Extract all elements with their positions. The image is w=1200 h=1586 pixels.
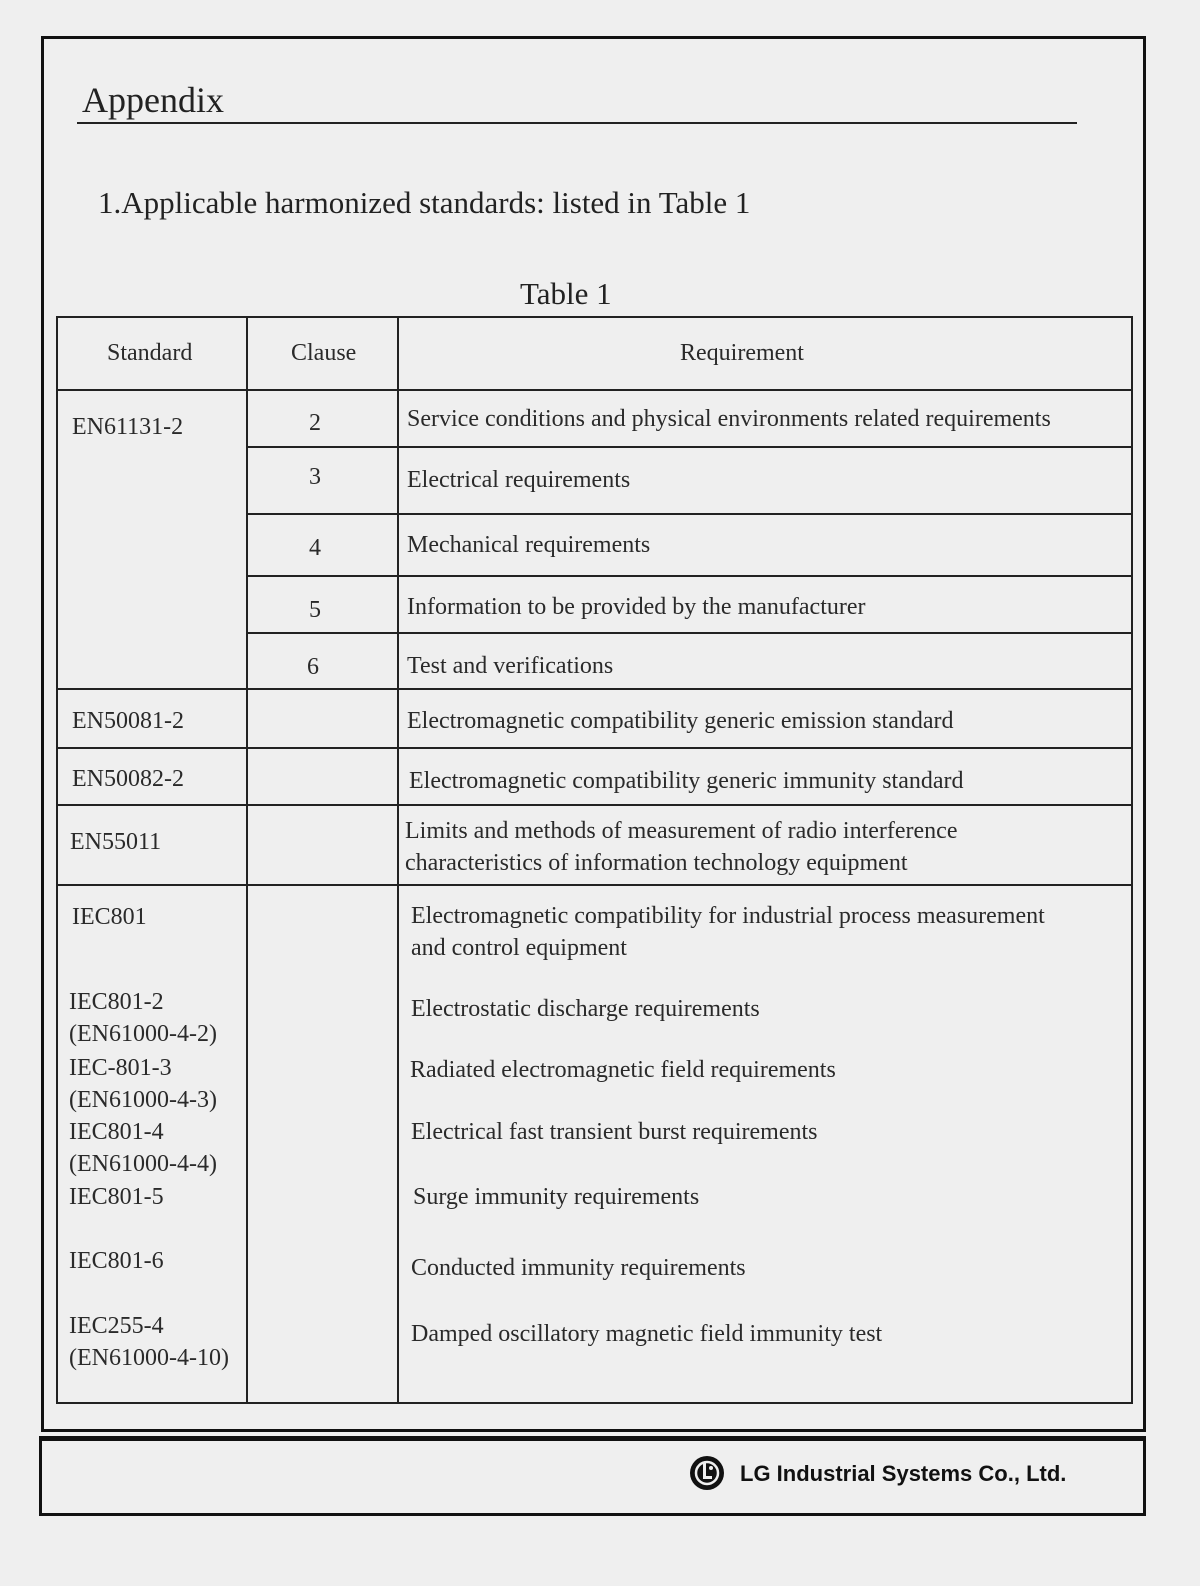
standard-cell: EN55011	[70, 829, 162, 855]
clause-cell: 4	[309, 535, 321, 561]
requirement-cell: Service conditions and physical environments related requirements	[407, 406, 1051, 432]
clause-cell: 6	[307, 654, 319, 680]
requirement-cell: Information to be provided by the manufacturer	[407, 594, 866, 620]
lg-logo-icon	[689, 1455, 725, 1491]
company-name: LG Industrial Systems Co., Ltd.	[740, 1461, 1067, 1486]
standard-cell: IEC801-5	[69, 1184, 164, 1210]
table-border-top	[56, 316, 1133, 318]
requirement-cell-line: Limits and methods of measurement of radio interference	[405, 818, 958, 844]
section-title: 1.Applicable harmonized standards: listed in Table 1	[98, 185, 751, 220]
requirement-cell-line: Electromagnetic compatibility for industrial process measurement	[411, 903, 1045, 929]
standard-cell: EN50082-2	[72, 766, 184, 792]
row-rule	[56, 804, 1133, 806]
table-border-left	[56, 316, 58, 1404]
header-requirement: Requirement	[680, 340, 804, 366]
requirement-cell: Radiated electromagnetic field requirements	[410, 1057, 836, 1083]
standard-cell: EN61131-2	[72, 414, 184, 440]
requirement-cell: Electromagnetic compatibility generic immunity standard	[409, 768, 964, 794]
row-rule	[248, 446, 1133, 448]
standard-cell: IEC801	[72, 904, 147, 930]
requirement-cell: Electrostatic discharge requirements	[411, 996, 760, 1022]
row-rule	[248, 632, 1133, 634]
header-standard: Standard	[107, 340, 193, 366]
requirement-cell: Surge immunity requirements	[413, 1184, 700, 1210]
clause-cell: 3	[309, 464, 321, 490]
clause-cell: 5	[309, 597, 321, 623]
standard-cell: IEC801-4	[69, 1119, 164, 1145]
row-rule	[56, 747, 1133, 749]
standard-cell: (EN61000-4-2)	[69, 1021, 217, 1047]
requirement-cell: Damped oscillatory magnetic field immunity test	[411, 1321, 883, 1347]
standard-cell: IEC255-4	[69, 1313, 164, 1339]
standard-cell: (EN61000-4-10)	[69, 1345, 229, 1371]
table-caption: Table 1	[520, 276, 612, 311]
standard-cell: (EN61000-4-3)	[69, 1087, 217, 1113]
column-divider-1	[246, 316, 248, 1404]
column-divider-2	[397, 316, 399, 1404]
standard-cell: IEC801-6	[69, 1248, 164, 1274]
standard-cell: EN50081-2	[72, 708, 184, 734]
requirement-cell: Electrical fast transient burst requirements	[411, 1119, 818, 1145]
standard-cell: IEC801-2	[69, 989, 164, 1015]
requirement-cell: Test and verifications	[407, 653, 614, 679]
requirement-cell: Conducted immunity requirements	[411, 1255, 746, 1281]
requirement-cell: Electrical requirements	[407, 467, 631, 493]
row-rule	[56, 884, 1133, 886]
standard-cell: (EN61000-4-4)	[69, 1151, 217, 1177]
requirement-cell-line: characteristics of information technology equipment	[405, 850, 908, 876]
header-rule	[56, 389, 1133, 391]
standard-cell: IEC-801-3	[69, 1055, 172, 1081]
clause-cell: 2	[309, 410, 321, 436]
requirement-cell: Electromagnetic compatibility generic emission standard	[407, 708, 954, 734]
heading-rule	[77, 122, 1077, 124]
row-rule	[248, 575, 1133, 577]
row-rule	[56, 688, 1133, 690]
requirement-cell-line: and control equipment	[411, 935, 627, 961]
page-heading: Appendix	[82, 80, 224, 120]
header-clause: Clause	[291, 340, 357, 366]
requirement-cell: Mechanical requirements	[407, 532, 651, 558]
table-border-right	[1131, 316, 1133, 1404]
table-border-bottom	[56, 1402, 1133, 1404]
row-rule	[248, 513, 1133, 515]
